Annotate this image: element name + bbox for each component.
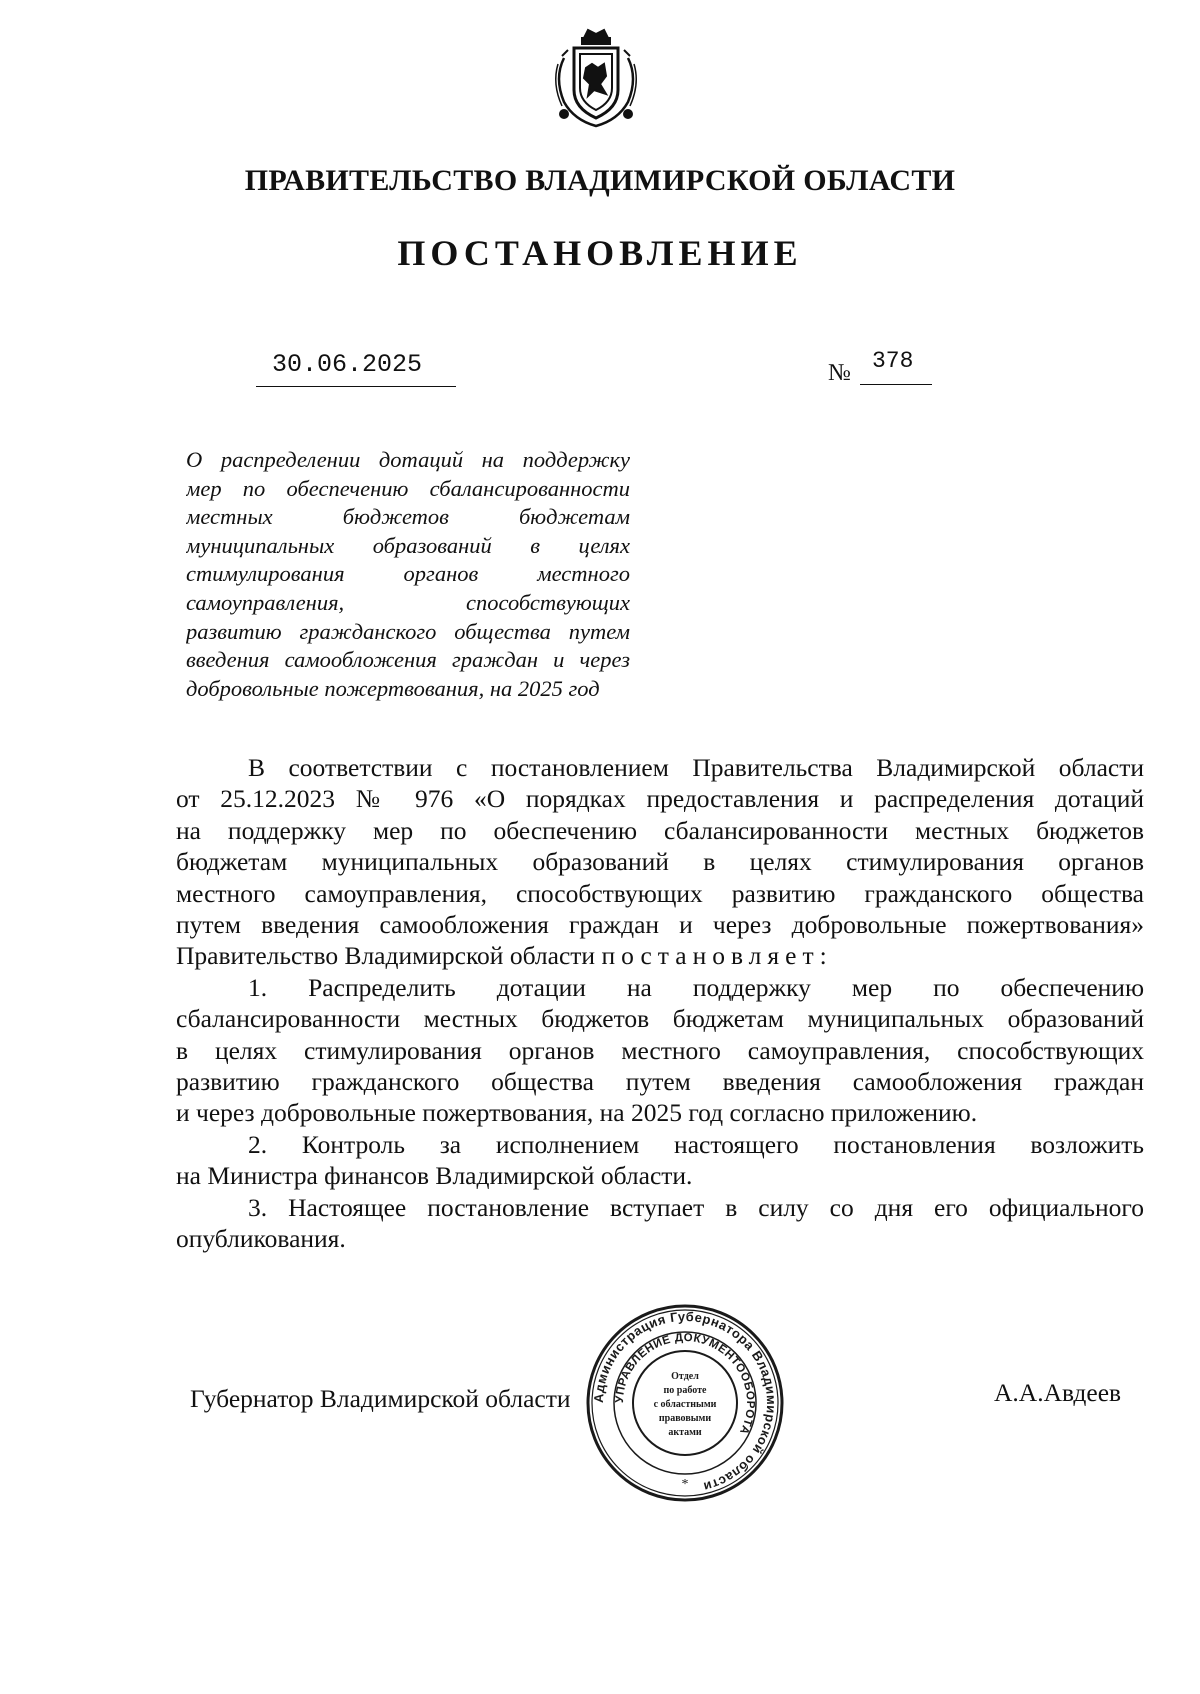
subject-line: местных бюджетов бюджетам: [186, 504, 630, 530]
signer-position: Губернатор Владимирской области: [190, 1384, 571, 1413]
signer-name: А.А.Авдеев: [994, 1378, 1122, 1407]
resolves-prefix: Правительство Владимирской области: [176, 941, 596, 971]
subject-line: О распределении дотаций на поддержку: [186, 447, 630, 472]
date-underline: [256, 386, 456, 387]
stamp-center-line: по работе: [663, 1385, 707, 1396]
subject-line: стимулирования органов местного: [186, 561, 630, 587]
document-subject: [186, 446, 630, 703]
preamble-line: В соответствии с постановлением Правительства Владимирской области: [248, 753, 1144, 782]
subject-line: введения самообложения граждан и через: [186, 647, 630, 673]
stamp-center-line: с областными: [653, 1399, 717, 1410]
document-body: [176, 752, 1144, 1255]
stamp-center-line: правовыми: [658, 1413, 712, 1424]
subject-line: муниципальных образований в целях: [186, 532, 630, 558]
preamble-line: местного самоуправления, способствующих развитию гражданского общества: [176, 878, 1144, 908]
item-1-line: в целях стимулирования органов местного самоуправления, способствующих: [176, 1035, 1144, 1065]
preamble-line: путем введения самообложения граждан и через добровольные пожертвования»: [176, 910, 1144, 940]
resolves-line: [176, 940, 1144, 971]
number-sign: №: [828, 360, 851, 386]
item-1-line: и через добровольные пожертвования, на 2025 год согласно приложению.: [176, 1098, 978, 1128]
preamble-line: от 25.12.2023 № 976 «О порядках предоставления и распределения дотаций: [176, 784, 1144, 814]
subject-line: мер по обеспечению сбалансированности: [186, 475, 630, 501]
stamp-center-line: Отдел: [671, 1371, 699, 1382]
subject-line: самоуправления, способствующих: [186, 589, 630, 615]
government-name: ПРАВИТЕЛЬСТВО ВЛАДИМИРСКОЙ ОБЛАСТИ: [244, 164, 956, 197]
resolves-word: постановляет:: [601, 941, 833, 971]
stamp-center-line: актами: [668, 1427, 702, 1438]
stamp-ring-text: УПРАВЛЕНИЕ ДОКУМЕНТООБОРОТА: [613, 1331, 757, 1437]
item-2-line: 2. Контроль за исполнением настоящего постановления возложить: [248, 1129, 1144, 1159]
subject-line: добровольные пожертвования, на 2025 год: [186, 675, 600, 701]
preamble-line: на поддержку мер по обеспечению сбалансированности местных бюджетов: [176, 815, 1144, 845]
document-date: 30.06.2025: [272, 350, 423, 379]
item-1-line: развитию гражданского общества путем введения самообложения граждан: [176, 1067, 1144, 1097]
number-underline: [860, 384, 932, 385]
preamble-line: бюджетам муниципальных образований в целях стимулирования органов: [176, 847, 1144, 877]
item-1-line: сбалансированности местных бюджетов бюджетам муниципальных образований: [176, 1004, 1144, 1034]
item-2-line: на Министра финансов Владимирской области.: [176, 1161, 693, 1191]
coat-of-arms-icon: [544, 28, 648, 130]
star-icon: *: [681, 1477, 689, 1492]
item-3-line: 3. Настоящее постановление вступает в силу со дня его официального: [248, 1192, 1144, 1222]
document-number: 378: [872, 348, 914, 374]
stamp-outer-text: Администрация Губернатора Владимирской области: [590, 1308, 780, 1495]
item-1-line: 1. Распределить дотации на поддержку мер по обеспечению: [248, 972, 1144, 1002]
official-stamp: [585, 1303, 785, 1503]
document-type-title: ПОСТАНОВЛЕНИЕ: [397, 233, 803, 273]
item-3-line: опубликования.: [176, 1224, 346, 1254]
subject-line: развитию гражданского общества путем: [186, 618, 630, 644]
